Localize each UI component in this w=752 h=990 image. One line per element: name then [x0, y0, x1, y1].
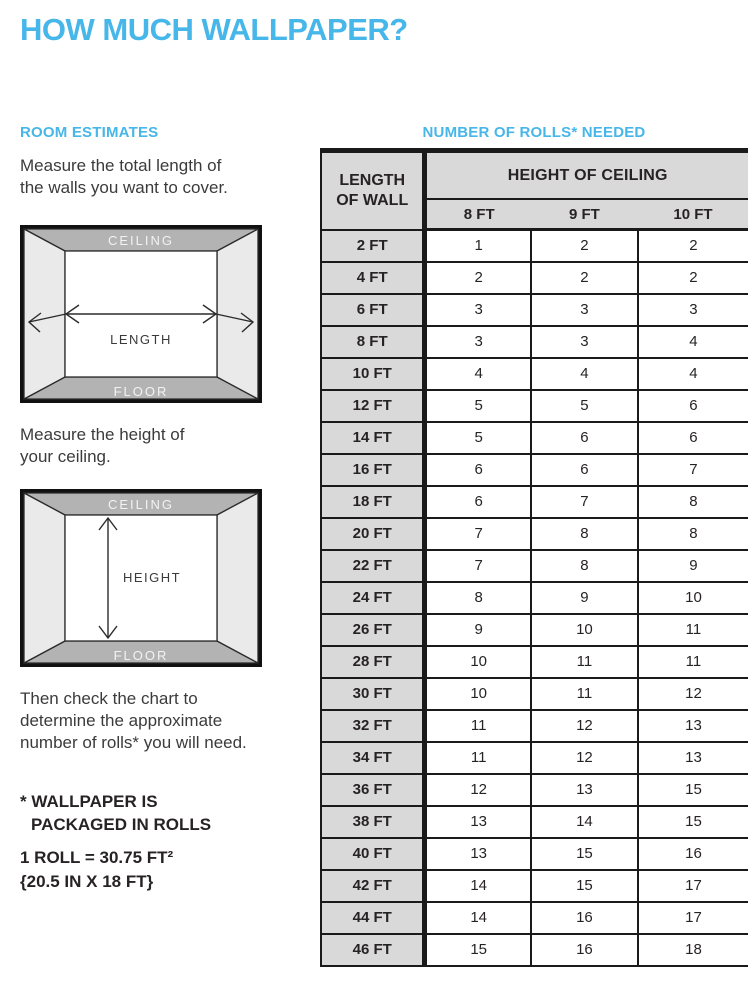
- wall-length-cell: 30 FT: [321, 678, 425, 710]
- rolls-value-cell: 7: [425, 518, 531, 550]
- table-row: [321, 550, 748, 582]
- rolls-value-cell: 8: [425, 582, 531, 614]
- rolls-value-cell: 13: [638, 742, 748, 774]
- table-header-row-1: [321, 151, 748, 200]
- rolls-value-cell: 11: [531, 646, 638, 678]
- table-row: [321, 774, 748, 806]
- rolls-value-cell: 6: [638, 390, 748, 422]
- rolls-value-cell: 12: [531, 710, 638, 742]
- rolls-value-cell: 3: [531, 294, 638, 326]
- table-row: [321, 710, 748, 742]
- rolls-value-cell: 11: [531, 678, 638, 710]
- rolls-value-cell: 4: [638, 326, 748, 358]
- rolls-table-body: [321, 230, 748, 966]
- rolls-value-cell: 11: [425, 742, 531, 774]
- table-row: [321, 486, 748, 518]
- step2-line1: Measure the height of: [20, 425, 185, 444]
- rolls-table: [320, 148, 748, 967]
- rolls-value-cell: 14: [531, 806, 638, 838]
- wall-length-cell: 12 FT: [321, 390, 425, 422]
- table-row: [321, 902, 748, 934]
- rolls-value-cell: 11: [638, 614, 748, 646]
- step2-line2: your ceiling.: [20, 447, 111, 466]
- rolls-value-cell: 9: [425, 614, 531, 646]
- rolls-value-cell: 7: [638, 454, 748, 486]
- rolls-value-cell: 4: [638, 358, 748, 390]
- rolls-value-cell: 8: [638, 486, 748, 518]
- rolls-value-cell: 10: [425, 646, 531, 678]
- rolls-value-cell: 8: [531, 518, 638, 550]
- rolls-value-cell: 14: [425, 870, 531, 902]
- rolls-value-cell: 6: [531, 422, 638, 454]
- wall-length-cell: 16 FT: [321, 454, 425, 486]
- rolls-value-cell: 2: [638, 262, 748, 294]
- step1-line2: the walls you want to cover.: [20, 178, 228, 197]
- roll-size-line1: 1 ROLL = 30.75 FT²: [20, 848, 174, 867]
- floor-label: FLOOR: [113, 648, 169, 663]
- rolls-value-cell: 9: [638, 550, 748, 582]
- rolls-value-cell: 13: [531, 774, 638, 806]
- rolls-value-cell: 11: [425, 710, 531, 742]
- rolls-value-cell: 5: [531, 390, 638, 422]
- rolls-value-cell: 2: [638, 230, 748, 262]
- wall-length-cell: 18 FT: [321, 486, 425, 518]
- rolls-value-cell: 15: [531, 838, 638, 870]
- right-wall: [217, 229, 258, 399]
- rolls-value-cell: 3: [531, 326, 638, 358]
- table-row: [321, 294, 748, 326]
- length-label: LENGTH: [110, 332, 172, 347]
- rolls-value-cell: 7: [531, 486, 638, 518]
- wall-length-cell: 2 FT: [321, 230, 425, 262]
- rolls-value-cell: 16: [638, 838, 748, 870]
- wall-length-cell: 28 FT: [321, 646, 425, 678]
- rolls-value-cell: 12: [531, 742, 638, 774]
- wall-length-cell: 46 FT: [321, 934, 425, 966]
- rolls-value-cell: 16: [531, 902, 638, 934]
- rolls-value-cell: 3: [425, 326, 531, 358]
- rolls-value-cell: 2: [425, 262, 531, 294]
- rolls-value-cell: 17: [638, 870, 748, 902]
- roll-size-info: [20, 846, 173, 894]
- height-label: HEIGHT: [123, 570, 182, 585]
- page-title: HOW MUCH WALLPAPER?: [20, 12, 408, 47]
- wall-length-cell: 14 FT: [321, 422, 425, 454]
- room-height-diagram: [20, 489, 262, 667]
- table-row: [321, 358, 748, 390]
- rolls-value-cell: 4: [425, 358, 531, 390]
- rolls-value-cell: 6: [425, 454, 531, 486]
- table-row: [321, 806, 748, 838]
- rolls-value-cell: 6: [425, 486, 531, 518]
- rolls-value-cell: 10: [425, 678, 531, 710]
- step3-line3: number of rolls* you will need.: [20, 733, 247, 752]
- table-row: [321, 934, 748, 966]
- ceiling-label: CEILING: [107, 497, 175, 512]
- table-row: [321, 742, 748, 774]
- wall-length-cell: 26 FT: [321, 614, 425, 646]
- rolls-value-cell: 1: [425, 230, 531, 262]
- rolls-value-cell: 9: [531, 582, 638, 614]
- rolls-value-cell: 10: [531, 614, 638, 646]
- table-row: [321, 582, 748, 614]
- rolls-value-cell: 8: [638, 518, 748, 550]
- step3-line1: Then check the chart to: [20, 689, 198, 708]
- table-row: [321, 230, 748, 262]
- ceiling-label: CEILING: [107, 233, 175, 248]
- table-row: [321, 678, 748, 710]
- rolls-value-cell: 5: [425, 390, 531, 422]
- left-wall: [24, 229, 65, 399]
- table-row: [321, 390, 748, 422]
- wall-length-cell: 22 FT: [321, 550, 425, 582]
- wall-length-cell: 10 FT: [321, 358, 425, 390]
- wall-length-cell: 24 FT: [321, 582, 425, 614]
- wall-length-cell: 44 FT: [321, 902, 425, 934]
- table-row: [321, 518, 748, 550]
- wall-length-cell: 8 FT: [321, 326, 425, 358]
- step3-line2: determine the approximate: [20, 711, 223, 730]
- rolls-value-cell: 7: [425, 550, 531, 582]
- step1-text: [20, 155, 228, 199]
- rolls-value-cell: 18: [638, 934, 748, 966]
- footnote-line1: * WALLPAPER IS: [20, 792, 158, 811]
- height-of-ceiling-header: HEIGHT OF CEILING: [425, 151, 748, 200]
- rolls-value-cell: 15: [638, 774, 748, 806]
- corner-header-line2: OF WALL: [336, 191, 409, 209]
- rolls-value-cell: 12: [425, 774, 531, 806]
- table-row: [321, 870, 748, 902]
- rolls-value-cell: 2: [531, 230, 638, 262]
- step1-line1: Measure the total length of: [20, 156, 222, 175]
- rolls-value-cell: 15: [531, 870, 638, 902]
- step2-text: [20, 424, 184, 468]
- right-wall: [217, 493, 258, 663]
- wall-length-cell: 32 FT: [321, 710, 425, 742]
- rolls-value-cell: 3: [638, 294, 748, 326]
- rolls-value-cell: 16: [531, 934, 638, 966]
- rolls-value-cell: 11: [638, 646, 748, 678]
- table-row: [321, 262, 748, 294]
- wall-length-cell: 34 FT: [321, 742, 425, 774]
- rolls-value-cell: 17: [638, 902, 748, 934]
- rolls-value-cell: 3: [425, 294, 531, 326]
- wall-length-cell: 38 FT: [321, 806, 425, 838]
- rolls-value-cell: 15: [638, 806, 748, 838]
- rolls-table-container: [320, 148, 748, 967]
- left-wall: [24, 493, 65, 663]
- col-header-9ft: 9 FT: [531, 199, 638, 230]
- rolls-needed-heading: NUMBER OF ROLLS* NEEDED: [422, 124, 646, 141]
- table-row: [321, 614, 748, 646]
- roll-size-line2: {20.5 IN X 18 FT}: [20, 872, 154, 891]
- room-length-diagram: [20, 225, 262, 403]
- rolls-value-cell: 6: [638, 422, 748, 454]
- rolls-value-cell: 2: [531, 262, 638, 294]
- rolls-value-cell: 13: [638, 710, 748, 742]
- rolls-value-cell: 5: [425, 422, 531, 454]
- col-header-10ft: 10 FT: [638, 199, 748, 230]
- floor-label: FLOOR: [113, 384, 169, 399]
- rolls-value-cell: 13: [425, 806, 531, 838]
- rolls-value-cell: 4: [531, 358, 638, 390]
- col-header-8ft: 8 FT: [425, 199, 531, 230]
- step3-text: [20, 688, 247, 754]
- wall-length-cell: 6 FT: [321, 294, 425, 326]
- room-estimates-heading: ROOM ESTIMATES: [20, 124, 159, 141]
- footnote-line2: PACKAGED IN ROLLS: [31, 815, 212, 834]
- wall-length-cell: 20 FT: [321, 518, 425, 550]
- rolls-value-cell: 14: [425, 902, 531, 934]
- length-of-wall-header: [321, 151, 425, 230]
- wall-length-cell: 40 FT: [321, 838, 425, 870]
- rolls-value-cell: 12: [638, 678, 748, 710]
- corner-header-line1: LENGTH: [339, 171, 406, 189]
- rolls-value-cell: 15: [425, 934, 531, 966]
- table-row: [321, 326, 748, 358]
- rolls-value-cell: 8: [531, 550, 638, 582]
- wall-length-cell: 36 FT: [321, 774, 425, 806]
- table-row: [321, 454, 748, 486]
- rolls-value-cell: 6: [531, 454, 638, 486]
- table-row: [321, 422, 748, 454]
- wall-length-cell: 4 FT: [321, 262, 425, 294]
- wall-length-cell: 42 FT: [321, 870, 425, 902]
- table-row: [321, 838, 748, 870]
- rolls-value-cell: 13: [425, 838, 531, 870]
- rolls-value-cell: 10: [638, 582, 748, 614]
- packaging-footnote: [20, 790, 211, 836]
- table-row: [321, 646, 748, 678]
